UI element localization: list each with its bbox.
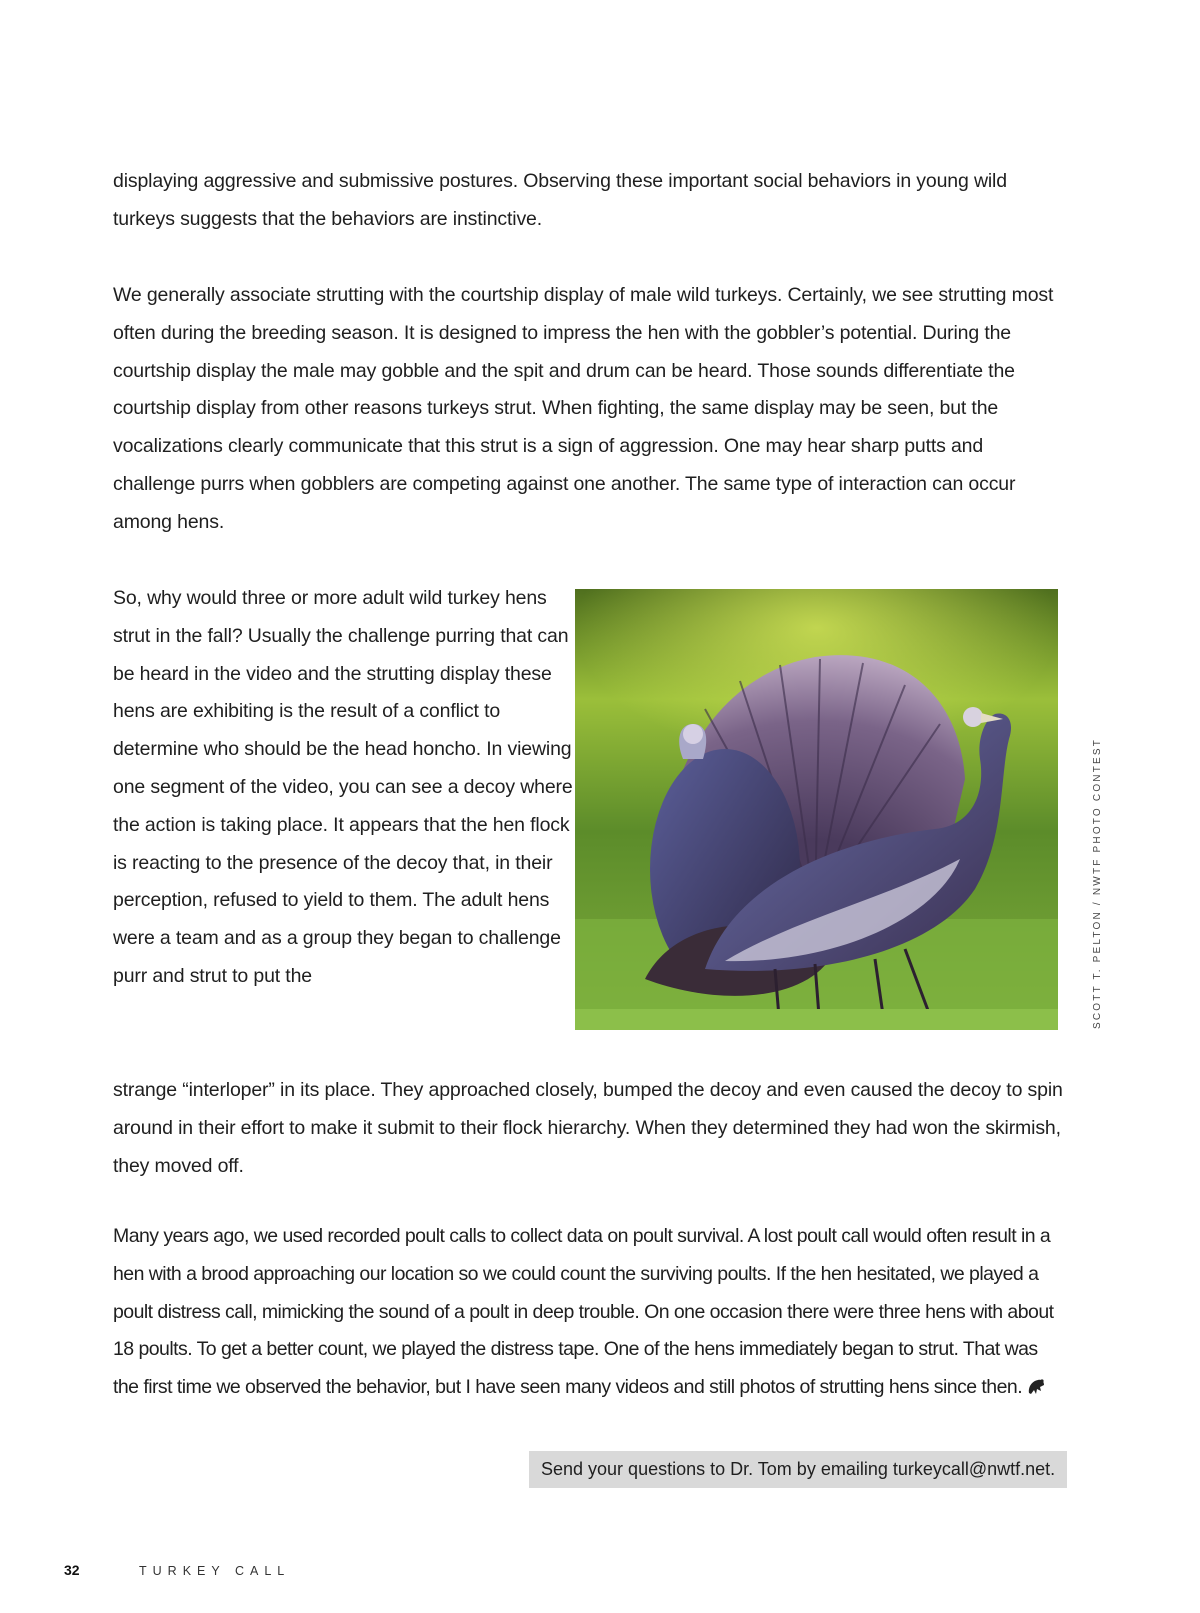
turkey-icon [1026, 1372, 1046, 1410]
strutting-turkeys-image [575, 589, 1058, 1030]
questions-callout: Send your questions to Dr. Tom by emailing turkeycall@nwtf.net. [529, 1451, 1067, 1488]
paragraph-continuation: strange “interloper” in its place. They approached closely, bumped the decoy and even caused the decoy to spin around in their effort to make it submit to their flock hierarchy. When they determined they had won the skirmish, they moved off. [113, 1079, 1063, 1177]
page-number: 32 [64, 1562, 80, 1578]
paragraph-text: Many years ago, we used recorded poult calls to collect data on poult survival. A lost poult call would often result in a hen with a brood approaching our location so we could count the surviving poults. If the hen hesitated, we played a poult distress call, mimicking the sound of a poult in deep trouble. On one occasion there were three hens with about 18 poults. To get a better count, we played the distress tape. One of the hens immediately began to strut. That was the first time we observed the behavior, but I have seen many videos and still photos of strutting hens since then. [113, 1225, 1054, 1399]
photo-credit: SCOTT T. PELTON / NWTF PHOTO CONTEST [1092, 737, 1103, 1029]
turkey-photo [575, 589, 1058, 1030]
paragraph: displaying aggressive and submissive postures. Observing these important social behaviors in young wild turkeys suggests that the behaviors are instinctive. [113, 170, 1007, 230]
paragraph-wrapped-beside-photo: So, why would three or more adult wild turkey hens strut in the fall? Usually the challenge purring that can be heard in the video and the strutting display these hens are exhibiting is the result of a conflict to determine who should be the head honcho. In viewing one segment of the video, you can see a decoy where the action is taking place. It appears that the hen flock is reacting to the presence of the decoy that, in their perception, refused to yield to them. The adult hens were a team and as a group they began to challenge purr and strut to put the [113, 587, 573, 987]
publication-name: TURKEY CALL [139, 1564, 291, 1578]
paragraph: We generally associate strutting with the courtship display of male wild turkeys. Certainly, we see strutting most often during the breeding season. It is designed to impress the hen with the gobbler’s potential. During the courtship display the male may gobble and the spit and drum can be heard. Those sounds differentiate the courtship display from other reasons turkeys strut. When fighting, the same display may be seen, but the vocalizations clearly communicate that this strut is a sign of aggression. One may hear sharp putts and challenge purrs when gobblers are competing against one another. The same type of interaction can occur among hens. [113, 284, 1054, 533]
paragraph [113, 1218, 1063, 1410]
